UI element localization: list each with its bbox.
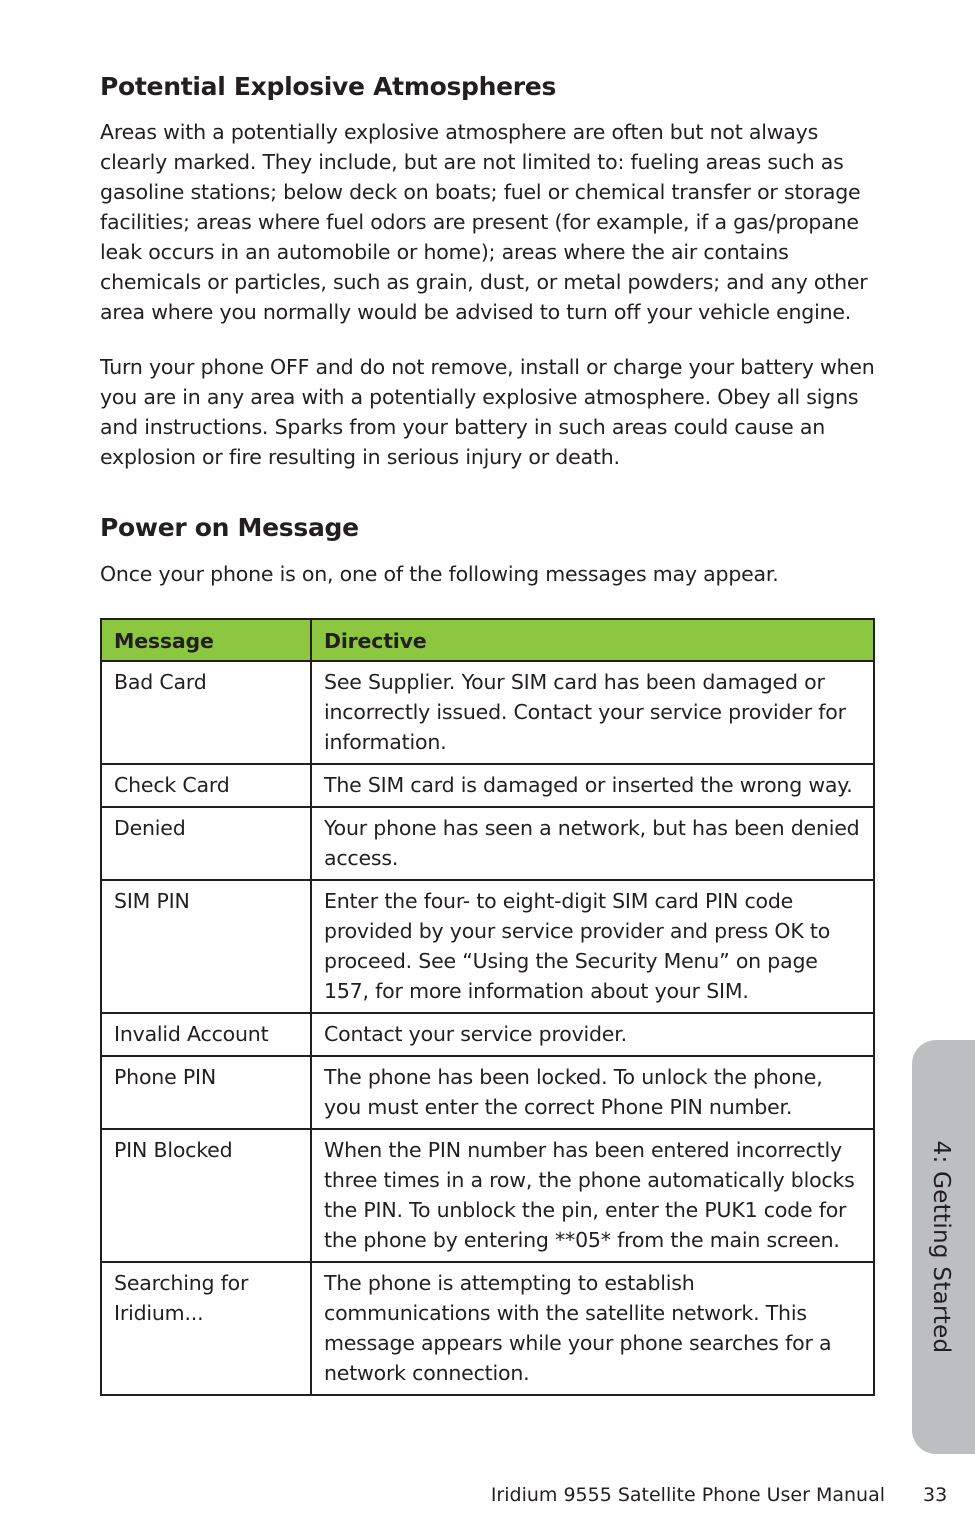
directive-cell: See Supplier. Your SIM card has been damaged or incorrectly issued. Contact your service provider for information.	[311, 661, 874, 764]
paragraph-turn-phone-off: Turn your phone OFF and do not remove, install or charge your battery when you are in any area with a potentially explosive atmosphere. Obey all signs and instructions. Sparks from your battery in such areas could cause an explosion or fire resulting in serious injury or death.	[100, 355, 875, 469]
directive-cell: Contact your service provider.	[311, 1013, 874, 1056]
directive-cell: Your phone has seen a network, but has been denied access.	[311, 807, 874, 880]
table-header-row	[101, 619, 874, 661]
message-cell: SIM PIN	[101, 880, 311, 1013]
table-row	[101, 880, 874, 1013]
table-row	[101, 764, 874, 807]
message-cell: Check Card	[101, 764, 311, 807]
message-cell: Denied	[101, 807, 311, 880]
message-cell: Bad Card	[101, 661, 311, 764]
section-heading-power-on-message: Power on Message	[100, 513, 359, 542]
directive-cell: The phone is attempting to establish communications with the satellite network. This message appears while your phone searches for a network connection.	[311, 1262, 874, 1395]
message-cell: Searching for Iridium...	[101, 1262, 311, 1395]
section-heading-explosive-atmospheres: Potential Explosive Atmospheres	[100, 72, 557, 101]
power-on-messages-table	[100, 618, 875, 1396]
footer-manual-title: Iridium 9555 Satellite Phone User Manual	[490, 1484, 885, 1506]
table-row	[101, 807, 874, 880]
message-cell: Invalid Account	[101, 1013, 311, 1056]
directive-cell: The SIM card is damaged or inserted the wrong way.	[311, 764, 874, 807]
table-row	[101, 1013, 874, 1056]
paragraph-explosive-areas: Areas with a potentially explosive atmosphere are often but not always clearly marked. They include, but are not limited to: fueling areas such as gasoline stations; below deck on boats; fuel or chemical transfer or storage facilities; areas where fuel odors are present (for example, if a gas/propane leak occurs in an automobile or home); areas where the air contains chemicals or particles, such as grain, dust, or metal powders; and any other area where you normally would be advised to turn off your vehicle engine.	[100, 120, 868, 324]
message-cell: Phone PIN	[101, 1056, 311, 1129]
column-header-message: Message	[101, 619, 311, 661]
column-header-directive: Directive	[311, 619, 874, 661]
table-row	[101, 1262, 874, 1395]
table-row	[101, 661, 874, 764]
directive-cell: Enter the four- to eight-digit SIM card PIN code provided by your service provider and press OK to proceed. See “Using the Security Menu” on page 157, for more information about your SIM.	[311, 880, 874, 1013]
page-number: 33	[923, 1484, 948, 1506]
directive-cell: When the PIN number has been entered incorrectly three times in a row, the phone automatically blocks the PIN. To unblock the pin, enter the PUK1 code for the phone by entering **05* from the main screen.	[311, 1129, 874, 1262]
table-row	[101, 1056, 874, 1129]
chapter-title: 4: Getting Started	[928, 1140, 954, 1354]
paragraph-power-on-intro: Once your phone is on, one of the following messages may appear.	[100, 562, 779, 586]
message-cell: PIN Blocked	[101, 1129, 311, 1262]
table-row	[101, 1129, 874, 1262]
directive-cell: The phone has been locked. To unlock the phone, you must enter the correct Phone PIN number.	[311, 1056, 874, 1129]
